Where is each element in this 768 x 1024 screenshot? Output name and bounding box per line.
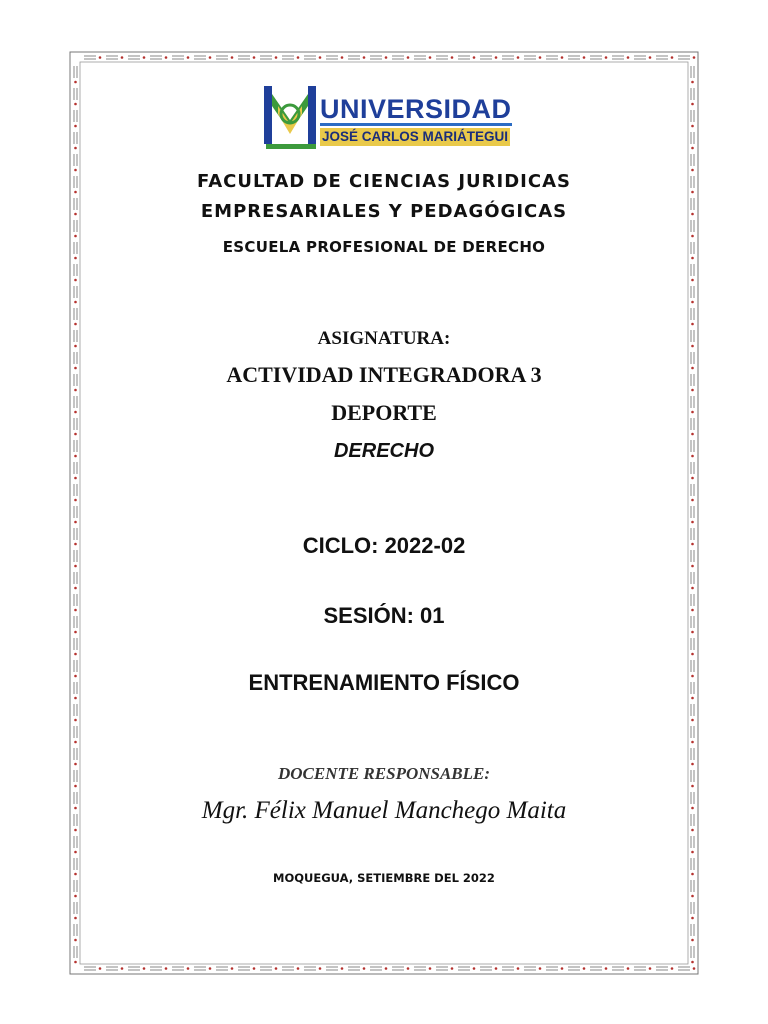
subject-title: DEPORTE: [331, 400, 437, 425]
topic-title: ENTRENAMIENTO FÍSICO: [248, 670, 520, 695]
faculty-line-1: FACULTAD DE CIENCIAS JURIDICAS: [197, 171, 571, 192]
school-name: ESCUELA PROFESIONAL DE DERECHO: [222, 238, 546, 256]
place-date: MOQUEGUA, SETIEMBRE DEL 2022: [273, 871, 495, 885]
logo-subtitle: JOSÉ CARLOS MARIÁTEGUI: [322, 129, 509, 144]
faculty-line-2: EMPRESARIALES Y PEDAGÓGICAS: [200, 201, 568, 222]
career-title: DERECHO: [333, 440, 434, 462]
university-logo: [262, 84, 512, 154]
activity-title: ACTIVIDAD INTEGRADORA 3: [226, 362, 542, 387]
course-label: ASIGNATURA:: [317, 328, 451, 349]
teacher-name: Mgr. Félix Manuel Manchego Maita: [201, 797, 567, 824]
logo-title: UNIVERSIDAD: [320, 94, 512, 124]
university-emblem-icon: [262, 84, 320, 152]
teacher-label: DOCENTE RESPONSABLE:: [277, 764, 491, 783]
session-label: SESIÓN: 01: [323, 603, 445, 628]
cycle-label: CICLO: 2022-02: [302, 533, 466, 558]
